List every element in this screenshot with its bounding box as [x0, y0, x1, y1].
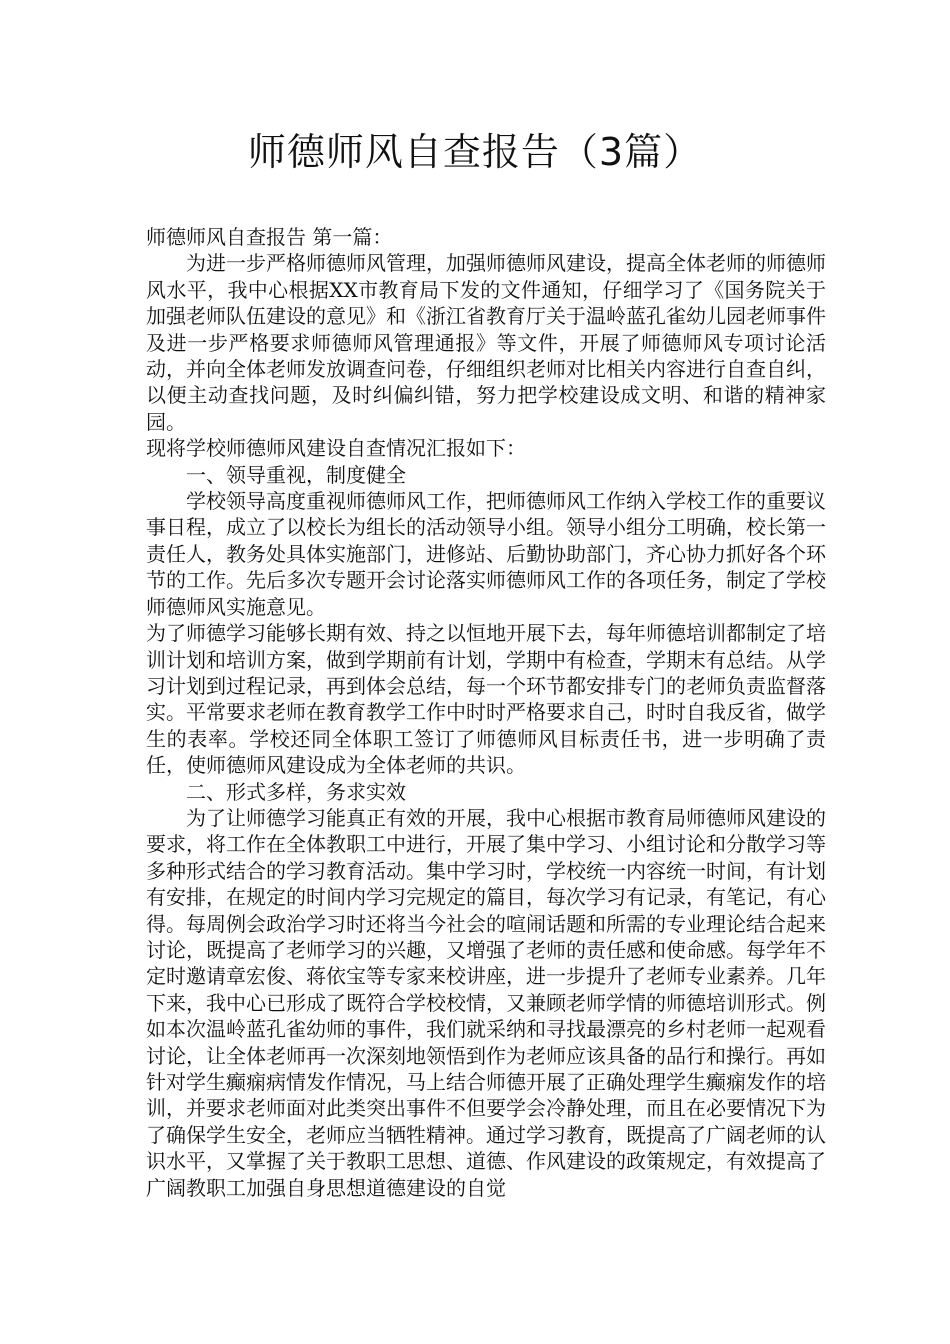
document-body: [146, 224, 826, 1201]
subheading-leadership: 一、领导重视，制度健全: [186, 462, 406, 487]
subheading-forms: 二、形式多样，务求实效: [186, 779, 406, 804]
paragraph-training-plan: 为了师德学习能够长期有效、持之以恒地开展下去，每年师德培训都制定了培训计划和培训方案，做到学期前有计划，学期中有检查，学期末有总结。从学习计划到过程记录，再到体会总结，每一个环节都安排专门的老师负责监督落实。平常要求老师在教育教学工作中时时严格要求自己，时时自我反省，做学生的表率。学校还同全体职工签订了师德师风目标责任书，进一步明确了责任，使师德师风建设成为全体老师的共识。: [146, 621, 826, 778]
paragraph-leadership: 学校领导高度重视师德师风工作，把师德师风工作纳入学校工作的重要议事日程，成立了以校长为组长的活动领导小组。领导小组分工明确，校长第一责任人，教务处具体实施部门，进修站、后勤协助部门，齐心协力抓好各个环节的工作。先后多次专题开会讨论落实师德师风工作的各项任务，制定了学校师德师风实施意见。: [146, 489, 826, 619]
paragraph-intro: 为进一步严格师德师风管理，加强师德师风建设，提高全体老师的师德师风水平，我中心根据XX市教育局下发的文件通知，仔细学习了《国务院关于加强老师队伍建设的意见》和《浙江省教育厅关于温岭蓝孔雀幼儿园老师事件及进一步严格要求师德师风管理通报》等文件，开展了师德师风专项讨论活动，并向全体老师发放调查问卷，仔细组织老师对比相关内容进行自查自纠，以便主动查找问题，及时纠偏纠错，努力把学校建设成文明、和谐的精神家园。: [146, 251, 826, 434]
section-heading: 师德师风自查报告 第一篇：: [146, 225, 393, 249]
document-title: 师德师风自查报告（3篇）: [247, 130, 703, 174]
paragraph-report-lead: 现将学校师德师风建设自查情况汇报如下：: [146, 436, 526, 461]
paragraph-forms: 为了让师德学习能真正有效的开展，我中心根据市教育局师德师风建设的要求，将工作在全体教职工中进行，开展了集中学习、小组讨论和分散学习等多种形式结合的学习教育活动。集中学习时，学校统一内容统一时间，有计划有安排，在规定的时间内学习完规定的篇目，每次学习有记录，有笔记，有心得。每周例会政治学习时还将当今社会的喧闹话题和所需的专业理论结合起来讨论，既提高了老师学习的兴趣，又增强了老师的责任感和使命感。每学年不定时邀请章宏俊、蒋依宝等专家来校讲座，进一步提升了老师专业素养。几年下来，我中心已形成了既符合学校校情，又兼顾老师学情的师德培训形式。例如本次温岭蓝孔雀幼师的事件，我们就采纳和寻找最漂亮的乡村老师一起观看讨论，让全体老师再一次深刻地领悟到作为老师应该具备的品行和操行。再如针对学生癫痫病情发作情况，马上结合师德开展了正确处理学生癫痫发作的培训，并要求老师面对此类突出事件不但要学会冷静处理，而且在必要情况下为了确保学生安全，老师应当牺牲精神。通过学习教育，既提高了广阔老师的认识水平，又掌握了关于教职工思想、道德、作风建设的政策规定，有效提高了广阔教职工加强自身思想道德建设的自觉: [146, 805, 826, 1200]
